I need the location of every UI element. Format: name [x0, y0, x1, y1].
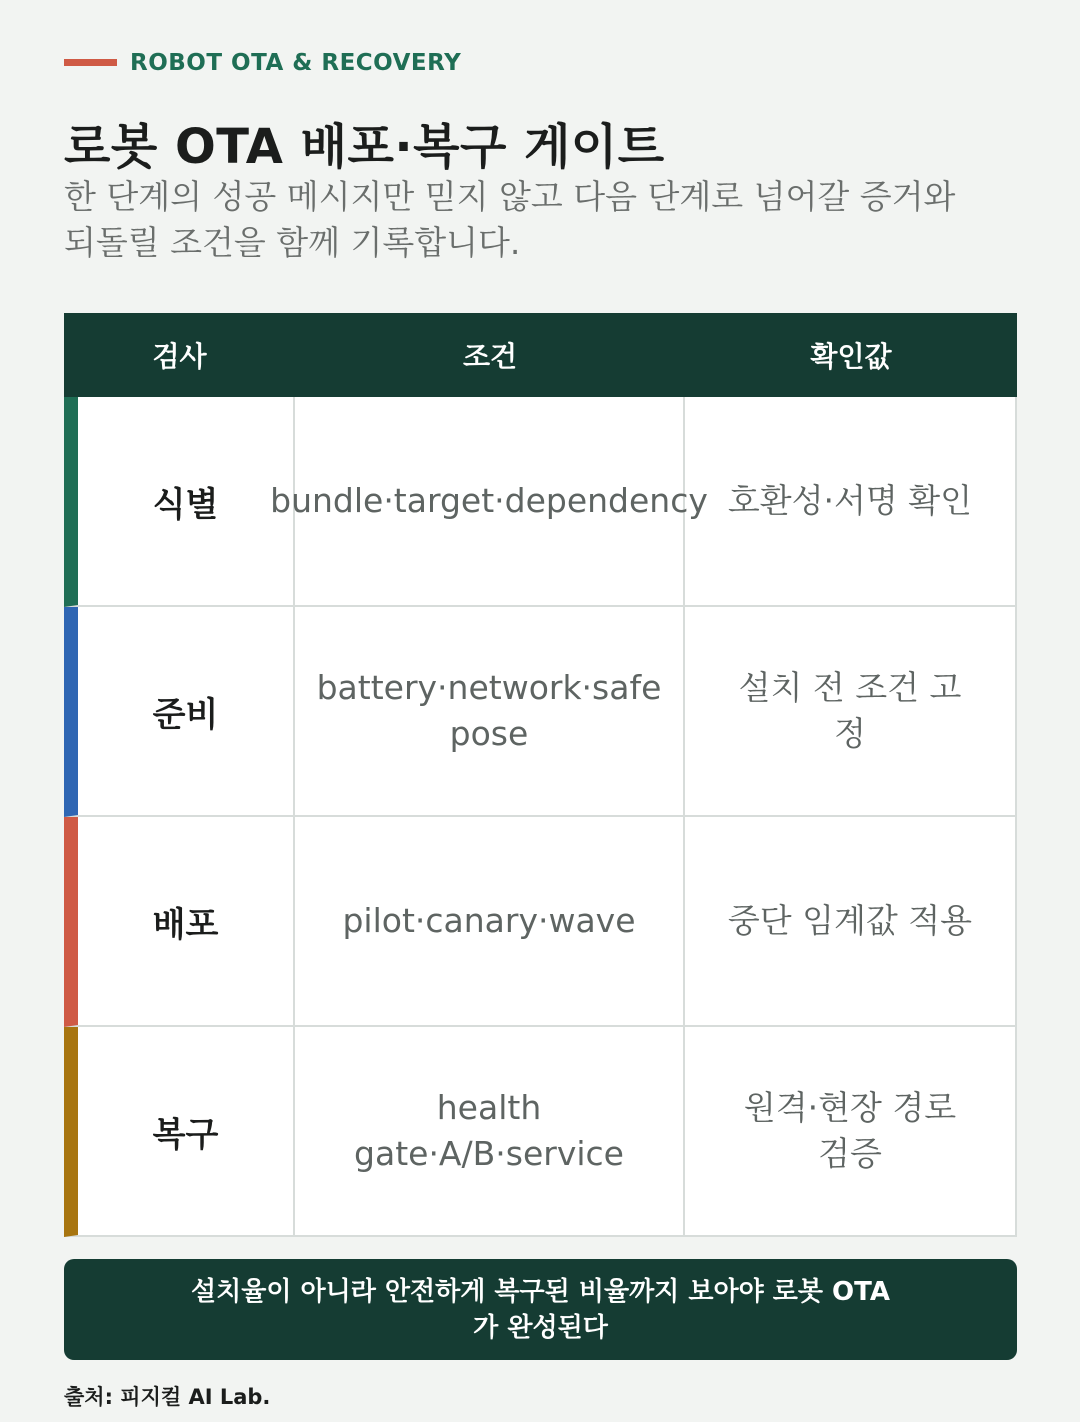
row-check-cell: 식별: [64, 397, 295, 607]
table-row: [64, 397, 1017, 607]
column-header-value: 확인값: [810, 340, 892, 373]
row-check-cell: 준비: [64, 607, 295, 817]
table-row: [64, 1027, 1017, 1237]
row-condition-cell: pilot·canary·wave: [295, 817, 685, 1027]
column-header-condition: 조건: [462, 340, 518, 373]
gate-table: [64, 313, 1017, 1237]
table-header: [64, 313, 1017, 397]
row-value-cell: 호환성·서명 확인: [685, 397, 1017, 607]
summary-banner: [64, 1259, 1017, 1360]
page-title: 로봇 OTA 배포·복구 게이트: [64, 119, 665, 175]
kicker-accent-bar: [64, 59, 117, 66]
row-check-cell: 복구: [64, 1027, 295, 1237]
page-subtitle: 한 단계의 성공 메시지만 믿지 않고 다음 단계로 넘어갈 증거와 되돌릴 조건을 함께 기록합니다.: [64, 177, 956, 262]
row-condition-cell: battery·network·safe pose: [295, 607, 685, 817]
row-condition-cell: bundle·target·dependency: [295, 397, 685, 607]
table-row: [64, 607, 1017, 817]
row-value-cell: 설치 전 조건 고정: [685, 607, 1017, 817]
summary-message: 설치율이 아니라 안전하게 복구된 비율까지 보아야 로봇 OTA가 완성된다: [191, 1276, 890, 1343]
row-value-cell: 중단 임계값 적용: [685, 817, 1017, 1027]
row-condition-cell: health gate·A/B·service: [295, 1027, 685, 1237]
source-credit: 출처: 피지컬 AI Lab.: [64, 1385, 271, 1409]
row-check-cell: 배포: [64, 817, 295, 1027]
kicker-label: ROBOT OTA & RECOVERY: [130, 50, 462, 76]
row-value-cell: 원격·현장 경로 검증: [685, 1027, 1017, 1237]
table-row: [64, 817, 1017, 1027]
column-header-check: 검사: [152, 340, 207, 373]
